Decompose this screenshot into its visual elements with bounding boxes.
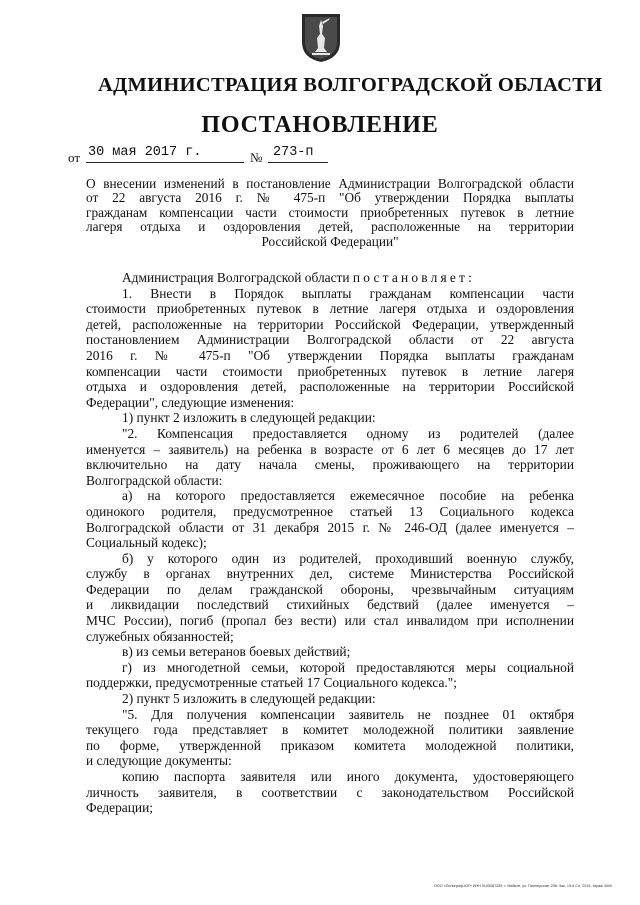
- body-paragraph: [86, 286, 574, 411]
- paragraph-line: Федерации", следующие изменения:: [86, 394, 295, 410]
- body-paragraph: [86, 488, 574, 550]
- document-body: [86, 270, 574, 816]
- paragraph-line: компенсации части стоимости приобретенных путевок в летние лагеря: [86, 363, 574, 379]
- body-paragraph: [86, 551, 574, 645]
- paragraph-line: по форме, утвержденной приказом комитета молодежной политики,: [86, 737, 574, 753]
- number-underline: [268, 162, 328, 163]
- date-prefix: от: [68, 150, 81, 165]
- paragraph-line: а) на которого предоставляется ежемесячное пособие на ребенка: [122, 488, 574, 504]
- paragraph-list: [86, 286, 574, 816]
- date-underline: [86, 162, 244, 163]
- paragraph-line: 1) пункт 2 изложить в следующей редакции:: [122, 410, 376, 426]
- subject-line: гражданам компенсации части стоимости приобретенных путевок в летние: [86, 204, 574, 220]
- number-prefix: №: [250, 150, 263, 165]
- paragraph-line: б) у которого один из родителей, проходивший военную службу,: [122, 550, 574, 566]
- body-paragraph: [86, 410, 574, 426]
- document-type-title: ПОСТАНОВЛЕНИЕ: [201, 112, 439, 138]
- paragraph-line: поддержки, предусмотренные статьей 17 Социального кодекса.";: [86, 675, 457, 691]
- document-date: 30 мая 2017 г.: [88, 145, 202, 160]
- subject-line: Российской Федерации": [261, 233, 399, 249]
- subject-line: от 22 августа 2016 г. № 475-п "Об утверждении Порядка выплаты: [86, 190, 574, 206]
- paragraph-line: включительно на дату начала смены, проживающего на территории: [86, 457, 574, 473]
- paragraph-line: личность заявителя, в соответствии с законодательством Российской: [86, 784, 574, 800]
- paragraph-line: одинокого родителя, предусмотренное статьей 13 Социального кодекса: [86, 503, 574, 519]
- paragraph-line: Федерации по делам гражданской обороны, чрезвычайным ситуациям: [86, 581, 574, 597]
- paragraph-line: именуется – заявитель) на ребенка в возрасте от 6 лет 6 месяцев до 17 лет: [86, 441, 574, 457]
- paragraph-line: "5. Для получения компенсации заявитель не позднее 01 октября: [122, 706, 574, 722]
- subject-line: лагеря отдыха и оздоровления детей, расположенные на территории: [86, 219, 574, 235]
- date-number-line: [68, 145, 358, 165]
- paragraph-line: отдыха и оздоровления детей, расположенные на территории Российской: [86, 379, 574, 395]
- paragraph-line: Социальный кодекс);: [86, 535, 207, 551]
- paragraph-line: и следующие документы:: [86, 753, 232, 769]
- paragraph-line: службу в органах внутренних дел, системе Министерства Российской: [86, 566, 574, 582]
- printer-footer: ООО «Полиграф-ЮГ» ИНН 0105067269, г. Майкоп, ул. Пионерская, 298. Зак. 19-6 Сл, 2015, тираж 4000: [434, 884, 612, 888]
- intro-resolves: постановляет:: [352, 270, 475, 285]
- paragraph-line: постановлением Администрации Волгоградской области от 22 августа: [86, 332, 574, 348]
- paragraph-line: МЧС России), погиб (пропал без вести) или стал инвалидом при исполнении: [86, 613, 574, 629]
- intro-text: Администрация Волгоградской области: [122, 270, 350, 285]
- document-number: 273-п: [273, 145, 314, 160]
- paragraph-line: г) из многодетной семьи, которой предоставляются меры социальной: [122, 659, 574, 675]
- agency-title: АДМИНИСТРАЦИЯ ВОЛГОГРАДСКОЙ ОБЛАСТИ: [98, 74, 603, 96]
- paragraph-line: Федерации;: [86, 800, 153, 816]
- paragraph-line: в) из семьи ветеранов боевых действий;: [122, 644, 351, 660]
- paragraph-line: 1. Внести в Порядок выплаты гражданам компенсации части: [122, 285, 574, 301]
- paragraph-line: "2. Компенсация предоставляется одному из родителей (далее: [122, 425, 574, 441]
- emblem-icon: [300, 12, 342, 64]
- intro-paragraph: [86, 270, 574, 286]
- coat-of-arms-emblem: [300, 12, 342, 64]
- body-paragraph: [86, 769, 574, 816]
- subject-line: О внесении изменений в постановление Администрации Волгоградской области: [86, 176, 574, 191]
- body-paragraph: [86, 426, 574, 488]
- body-paragraph: [86, 691, 574, 707]
- body-paragraph: [86, 707, 574, 769]
- intro-line: [86, 270, 574, 286]
- paragraph-line: и ликвидации последствий стихийных бедствий (далее именуется –: [86, 597, 574, 613]
- document-subject: [86, 177, 574, 249]
- body-paragraph: [86, 644, 574, 660]
- paragraph-line: текущего года представляет в комитет молодежной политики заявление: [86, 722, 574, 738]
- paragraph-line: 2016 г. № 475-п "Об утверждении Порядка выплаты гражданам: [86, 347, 574, 363]
- paragraph-line: детей, расположенные на территории Российской Федерации, утвержденный: [86, 316, 574, 332]
- paragraph-line: Волгоградской области от 31 декабря 2015 г. № 246-ОД (далее именуется –: [86, 519, 574, 535]
- paragraph-line: копию паспорта заявителя или иного документа, удостоверяющего: [122, 769, 574, 784]
- paragraph-line: Волгоградской области:: [86, 472, 223, 488]
- paragraph-line: служебных обязанностей;: [86, 628, 234, 644]
- paragraph-line: 2) пункт 5 изложить в следующей редакции:: [122, 691, 376, 707]
- body-paragraph: [86, 660, 574, 691]
- paragraph-line: стоимости приобретенных путевок в летние лагеря отдыха и оздоровления: [86, 301, 574, 317]
